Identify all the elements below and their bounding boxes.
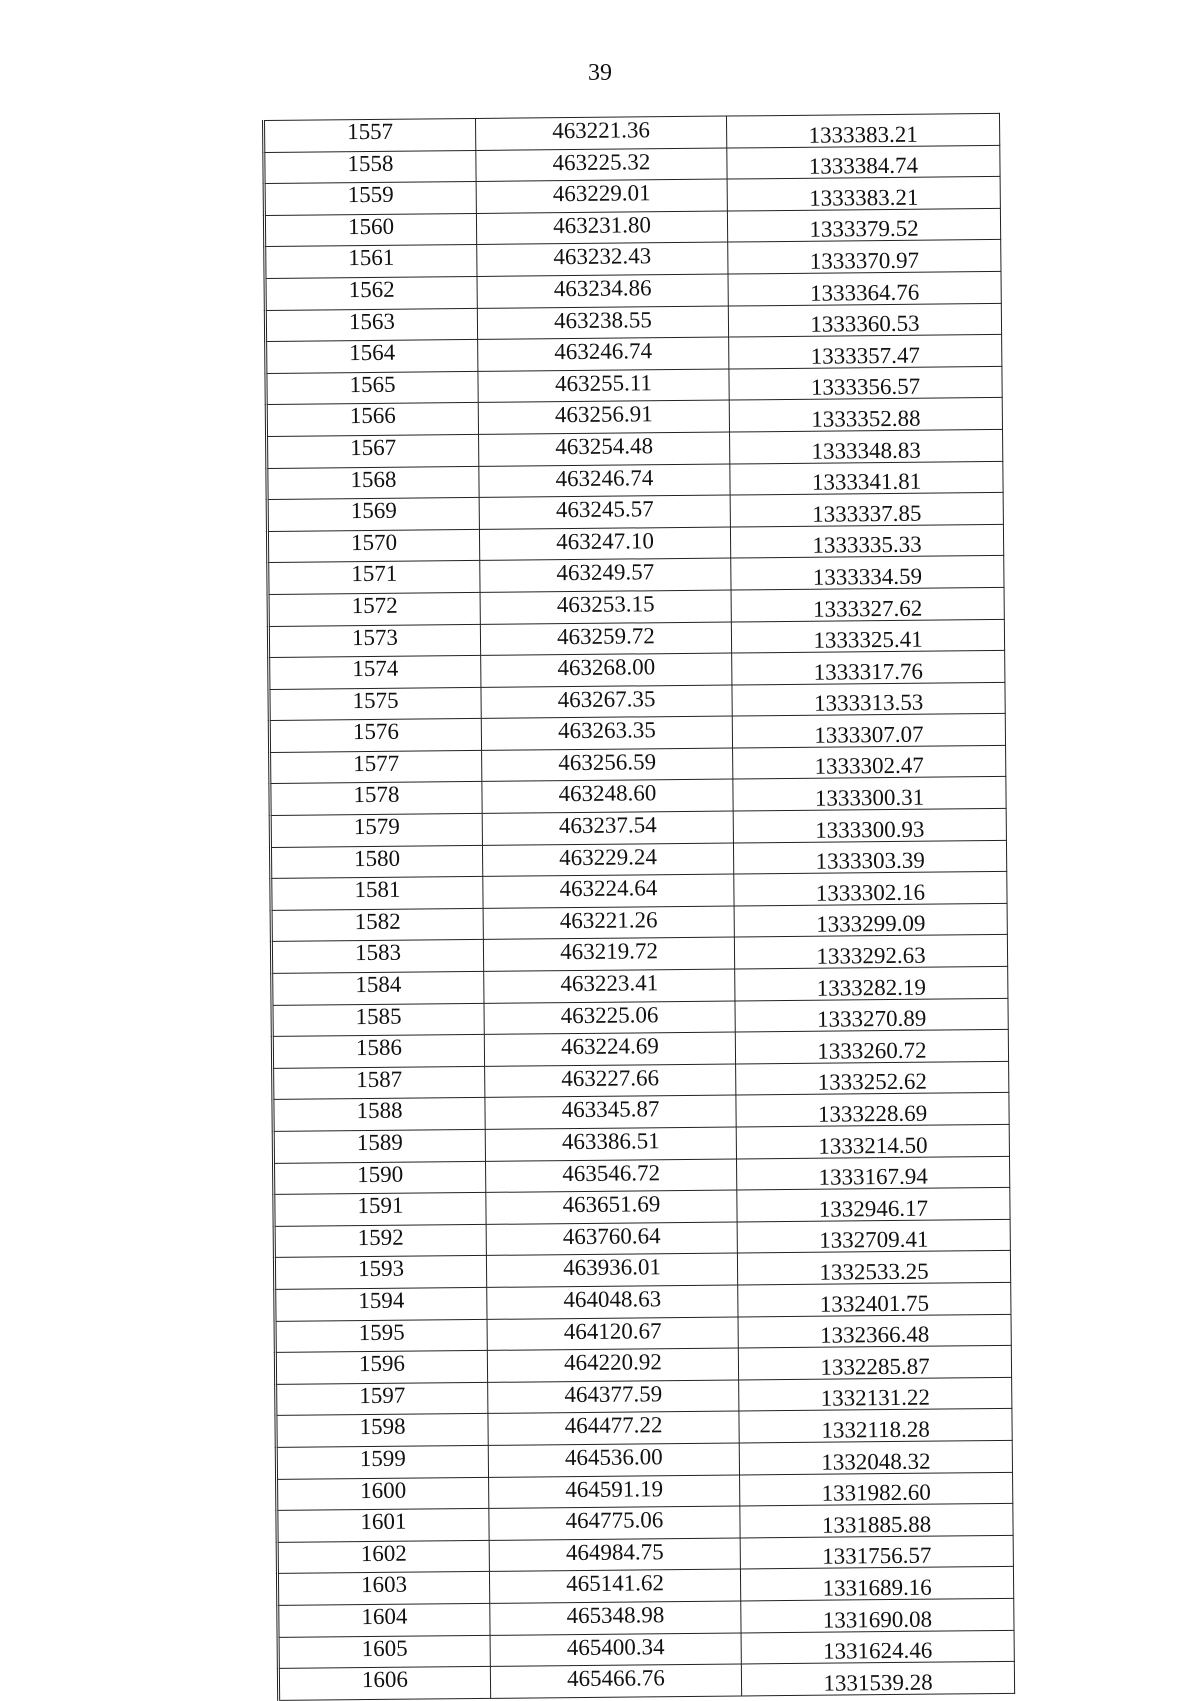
- table-row: [265, 271, 1001, 310]
- x-coordinate-cell: 463256.59: [482, 748, 733, 782]
- table-row: [267, 429, 1003, 468]
- x-coordinate-cell: 463229.01: [476, 179, 727, 213]
- table-row: [275, 1282, 1011, 1321]
- y-coordinate-cell: 1332401.75: [738, 1282, 1011, 1316]
- point-number-cell: 1572: [268, 592, 480, 626]
- x-coordinate-cell: 463221.36: [475, 116, 726, 150]
- y-coordinate-cell: 1333302.16: [734, 872, 1007, 906]
- table-row: [278, 1661, 1014, 1700]
- point-number-cell: 1593: [274, 1256, 486, 1290]
- table-row: [267, 461, 1003, 500]
- x-coordinate-cell: 463231.80: [476, 211, 727, 245]
- y-coordinate-cell: 1333348.83: [730, 429, 1003, 463]
- y-coordinate-cell: 1331624.46: [741, 1630, 1014, 1664]
- x-coordinate-cell: 463229.24: [482, 843, 733, 877]
- y-coordinate-cell: 1332048.32: [739, 1440, 1012, 1474]
- point-number-cell: 1605: [278, 1635, 490, 1669]
- table-row: [275, 1314, 1011, 1353]
- y-coordinate-cell: 1333313.53: [732, 682, 1005, 716]
- x-coordinate-cell: 463227.66: [485, 1064, 736, 1098]
- x-coordinate-cell: 463253.15: [480, 590, 731, 624]
- point-number-cell: 1558: [264, 150, 476, 184]
- y-coordinate-cell: 1333317.76: [732, 650, 1005, 684]
- coordinates-table: [262, 113, 1015, 1701]
- x-coordinate-cell: 464536.00: [488, 1443, 739, 1477]
- y-coordinate-cell: 1332946.17: [737, 1188, 1010, 1222]
- table-row: [272, 966, 1008, 1005]
- y-coordinate-cell: 1331756.57: [740, 1535, 1013, 1569]
- point-number-cell: 1576: [269, 719, 481, 753]
- x-coordinate-cell: 463386.51: [485, 1127, 736, 1161]
- y-coordinate-cell: 1333383.21: [726, 113, 999, 147]
- y-coordinate-cell: 1331689.16: [740, 1567, 1013, 1601]
- table-row: [273, 1124, 1009, 1163]
- point-number-cell: 1600: [277, 1477, 489, 1511]
- point-number-cell: 1592: [274, 1224, 486, 1258]
- x-coordinate-cell: 463936.01: [486, 1253, 737, 1287]
- point-number-cell: 1562: [265, 276, 477, 310]
- table-row: [274, 1251, 1010, 1290]
- point-number-cell: 1575: [269, 687, 481, 721]
- page-number: 39: [588, 60, 612, 86]
- x-coordinate-cell: 463225.32: [476, 148, 727, 182]
- table-row: [271, 935, 1007, 974]
- x-coordinate-cell: 464477.22: [488, 1411, 739, 1445]
- table-row: [278, 1598, 1014, 1637]
- x-coordinate-cell: 463345.87: [485, 1095, 736, 1129]
- point-number-cell: 1596: [275, 1351, 487, 1385]
- y-coordinate-cell: 1333379.52: [727, 208, 1000, 242]
- table-row: [277, 1567, 1013, 1606]
- y-coordinate-cell: 1331885.88: [740, 1503, 1013, 1537]
- x-coordinate-cell: 464984.75: [489, 1538, 740, 1572]
- y-coordinate-cell: 1333260.72: [735, 1030, 1008, 1064]
- y-coordinate-cell: 1333352.88: [729, 398, 1002, 432]
- table-row: [271, 872, 1007, 911]
- coordinates-table-body: [264, 113, 1015, 1700]
- table-row: [267, 493, 1003, 532]
- table-row: [270, 777, 1006, 816]
- table-row: [268, 587, 1004, 626]
- x-coordinate-cell: 464048.63: [487, 1285, 738, 1319]
- point-number-cell: 1561: [265, 245, 477, 279]
- point-number-cell: 1595: [275, 1319, 487, 1353]
- y-coordinate-cell: 1333300.93: [733, 808, 1006, 842]
- point-number-cell: 1559: [264, 182, 476, 216]
- x-coordinate-cell: 463221.26: [483, 906, 734, 940]
- y-coordinate-cell: 1333334.59: [731, 556, 1004, 590]
- y-coordinate-cell: 1333303.39: [733, 840, 1006, 874]
- point-number-cell: 1597: [276, 1382, 488, 1416]
- point-number-cell: 1585: [272, 1003, 484, 1037]
- point-number-cell: 1590: [274, 1161, 486, 1195]
- x-coordinate-cell: 463263.35: [481, 716, 732, 750]
- table-row: [275, 1346, 1011, 1385]
- x-coordinate-cell: 463255.11: [478, 369, 729, 403]
- x-coordinate-cell: 463760.64: [486, 1222, 737, 1256]
- table-row: [266, 335, 1002, 374]
- point-number-cell: 1573: [268, 624, 480, 658]
- point-number-cell: 1563: [265, 308, 477, 342]
- table-row: [273, 1093, 1009, 1132]
- x-coordinate-cell: 463268.00: [481, 653, 732, 687]
- point-number-cell: 1591: [274, 1193, 486, 1227]
- x-coordinate-cell: 463234.86: [477, 274, 728, 308]
- x-coordinate-cell: 464120.67: [487, 1317, 738, 1351]
- x-coordinate-cell: 463546.72: [486, 1159, 737, 1193]
- table-row: [270, 808, 1006, 847]
- x-coordinate-cell: 464377.59: [488, 1380, 739, 1414]
- table-row: [269, 714, 1005, 753]
- point-number-cell: 1598: [276, 1414, 488, 1448]
- x-coordinate-cell: 465141.62: [489, 1569, 740, 1603]
- point-number-cell: 1580: [270, 845, 482, 879]
- table-row: [269, 650, 1005, 689]
- point-number-cell: 1599: [276, 1445, 488, 1479]
- point-number-cell: 1602: [277, 1540, 489, 1574]
- x-coordinate-cell: 463254.48: [479, 432, 730, 466]
- point-number-cell: 1567: [267, 434, 479, 468]
- point-number-cell: 1574: [269, 656, 481, 690]
- y-coordinate-cell: 1333292.63: [734, 935, 1007, 969]
- y-coordinate-cell: 1331982.60: [740, 1472, 1013, 1506]
- y-coordinate-cell: 1333228.69: [736, 1093, 1009, 1127]
- y-coordinate-cell: 1333357.47: [729, 335, 1002, 369]
- y-coordinate-cell: 1333370.97: [728, 240, 1001, 274]
- table-row: [269, 682, 1005, 721]
- point-number-cell: 1570: [267, 529, 479, 563]
- point-number-cell: 1603: [277, 1572, 489, 1606]
- x-coordinate-cell: 463249.57: [480, 558, 731, 592]
- point-number-cell: 1581: [271, 877, 483, 911]
- point-number-cell: 1560: [264, 213, 476, 247]
- x-coordinate-cell: 464220.92: [487, 1348, 738, 1382]
- x-coordinate-cell: 465466.76: [490, 1664, 741, 1698]
- y-coordinate-cell: 1332366.48: [738, 1314, 1011, 1348]
- point-number-cell: 1583: [271, 940, 483, 974]
- point-number-cell: 1588: [273, 1098, 485, 1132]
- table-row: [272, 998, 1008, 1037]
- x-coordinate-cell: 463224.69: [484, 1032, 735, 1066]
- point-number-cell: 1589: [273, 1129, 485, 1163]
- point-number-cell: 1601: [277, 1509, 489, 1543]
- table-row: [264, 113, 1000, 152]
- table-row: [277, 1472, 1013, 1511]
- y-coordinate-cell: 1332118.28: [739, 1409, 1012, 1443]
- table-row: [265, 303, 1001, 342]
- point-number-cell: 1606: [278, 1666, 490, 1700]
- point-number-cell: 1604: [278, 1603, 490, 1637]
- point-number-cell: 1571: [268, 561, 480, 595]
- point-number-cell: 1587: [273, 1066, 485, 1100]
- table-row: [272, 1030, 1008, 1069]
- y-coordinate-cell: 1333300.31: [733, 777, 1006, 811]
- point-number-cell: 1566: [266, 403, 478, 437]
- x-coordinate-cell: 463256.91: [478, 400, 729, 434]
- y-coordinate-cell: 1333299.09: [734, 903, 1007, 937]
- table-row: [277, 1503, 1013, 1542]
- table-row: [265, 240, 1001, 279]
- point-number-cell: 1584: [272, 971, 484, 1005]
- x-coordinate-cell: 463223.41: [484, 969, 735, 1003]
- x-coordinate-cell: 463651.69: [486, 1190, 737, 1224]
- y-coordinate-cell: 1333307.07: [732, 714, 1005, 748]
- y-coordinate-cell: 1332131.22: [739, 1377, 1012, 1411]
- table-row: [264, 177, 1000, 216]
- point-number-cell: 1582: [271, 908, 483, 942]
- y-coordinate-cell: 1333341.81: [730, 461, 1003, 495]
- point-number-cell: 1577: [270, 750, 482, 784]
- table-row: [274, 1188, 1010, 1227]
- y-coordinate-cell: 1333364.76: [728, 271, 1001, 305]
- y-coordinate-cell: 1333252.62: [736, 1061, 1009, 1095]
- table-row: [266, 398, 1002, 437]
- y-coordinate-cell: 1333282.19: [735, 966, 1008, 1000]
- point-number-cell: 1578: [270, 782, 482, 816]
- y-coordinate-cell: 1332709.41: [737, 1219, 1010, 1253]
- y-coordinate-cell: 1333167.94: [736, 1156, 1009, 1190]
- point-number-cell: 1594: [275, 1287, 487, 1321]
- point-number-cell: 1564: [266, 340, 478, 374]
- point-number-cell: 1569: [267, 498, 479, 532]
- x-coordinate-cell: 463267.35: [481, 685, 732, 719]
- x-coordinate-cell: 463259.72: [480, 622, 731, 656]
- table-row: [264, 145, 1000, 184]
- table-row: [276, 1440, 1012, 1479]
- point-number-cell: 1557: [264, 118, 476, 152]
- y-coordinate-cell: 1333360.53: [728, 303, 1001, 337]
- table-row: [270, 840, 1006, 879]
- y-coordinate-cell: 1332533.25: [737, 1251, 1010, 1285]
- table-row: [268, 556, 1004, 595]
- x-coordinate-cell: 464775.06: [489, 1506, 740, 1540]
- x-coordinate-cell: 463224.64: [483, 874, 734, 908]
- x-coordinate-cell: 465400.34: [490, 1632, 741, 1666]
- y-coordinate-cell: 1333214.50: [736, 1124, 1009, 1158]
- point-number-cell: 1586: [272, 1035, 484, 1069]
- y-coordinate-cell: 1333356.57: [729, 366, 1002, 400]
- y-coordinate-cell: 1333335.33: [730, 524, 1003, 558]
- table-row: [276, 1409, 1012, 1448]
- point-number-cell: 1565: [266, 371, 478, 405]
- x-coordinate-cell: 463246.74: [478, 337, 729, 371]
- point-number-cell: 1568: [267, 466, 479, 500]
- x-coordinate-cell: 463237.54: [482, 811, 733, 845]
- y-coordinate-cell: 1333270.89: [735, 998, 1008, 1032]
- x-coordinate-cell: 463225.06: [484, 1001, 735, 1035]
- y-coordinate-cell: 1333383.21: [727, 177, 1000, 211]
- x-coordinate-cell: 463219.72: [483, 937, 734, 971]
- y-coordinate-cell: 1333325.41: [731, 619, 1004, 653]
- y-coordinate-cell: 1331690.08: [741, 1598, 1014, 1632]
- y-coordinate-cell: 1333327.62: [731, 587, 1004, 621]
- y-coordinate-cell: 1333302.47: [733, 745, 1006, 779]
- y-coordinate-cell: 1333337.85: [730, 493, 1003, 527]
- y-coordinate-cell: 1333384.74: [727, 145, 1000, 179]
- x-coordinate-cell: 463247.10: [479, 527, 730, 561]
- coordinates-table-wrapper: [262, 113, 1009, 1701]
- x-coordinate-cell: 464591.19: [489, 1475, 740, 1509]
- table-row: [274, 1156, 1010, 1195]
- y-coordinate-cell: 1332285.87: [738, 1346, 1011, 1380]
- x-coordinate-cell: 463232.43: [477, 242, 728, 276]
- x-coordinate-cell: 465348.98: [490, 1601, 741, 1635]
- table-row: [268, 619, 1004, 658]
- x-coordinate-cell: 463245.57: [479, 495, 730, 529]
- point-number-cell: 1579: [270, 813, 482, 847]
- table-row: [278, 1630, 1014, 1669]
- x-coordinate-cell: 463246.74: [479, 464, 730, 498]
- x-coordinate-cell: 463248.60: [482, 779, 733, 813]
- y-coordinate-cell: 1331539.28: [741, 1661, 1014, 1695]
- x-coordinate-cell: 463238.55: [477, 306, 728, 340]
